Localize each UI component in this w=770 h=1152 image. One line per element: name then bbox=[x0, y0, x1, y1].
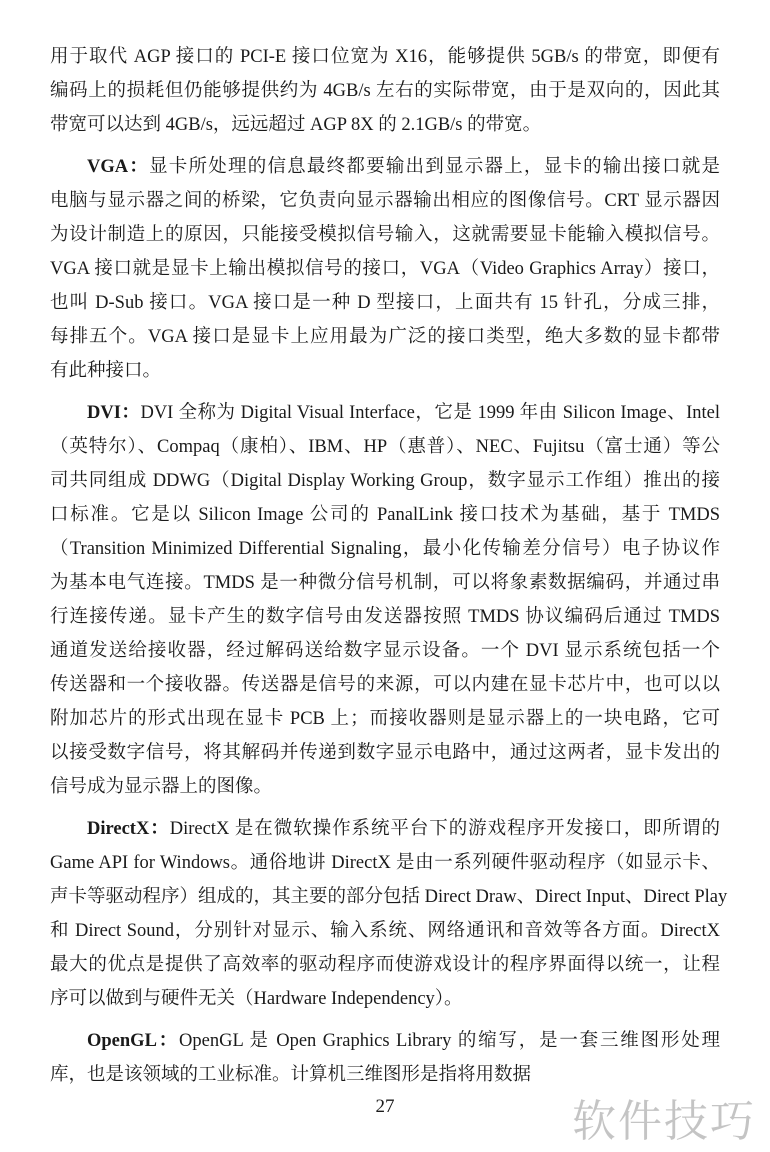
line-text: 每排五个。VGA 接口是显卡上应用最为广泛的接口类型，绝大多数的显卡都带 bbox=[50, 327, 720, 347]
paragraph-term: OpenGL： bbox=[87, 1031, 180, 1051]
line-text: OpenGL 是 Open Graphics Library 的缩写，是一套三维图形处理 bbox=[179, 1031, 720, 1051]
line-text: 声卡等驱动程序）组成的，其主要的部分包括 Direct Draw、Direct Input、Direct Play bbox=[50, 887, 728, 907]
line-text: 带宽可以达到 4GB/s，远远超过 AGP 8X 的 2.1GB/s 的带宽。 bbox=[50, 115, 542, 135]
text-line bbox=[50, 40, 720, 74]
paragraph-term: DVI： bbox=[87, 403, 141, 423]
line-text: DirectX 是在微软操作系统平台下的游戏程序开发接口，即所谓的 bbox=[169, 819, 720, 839]
text-line bbox=[50, 74, 720, 108]
line-text: 和 Direct Sound，分别针对显示、输入系统、网络通讯和音效等各方面。DirectX bbox=[50, 921, 720, 941]
text-line bbox=[50, 286, 720, 320]
text-line bbox=[50, 736, 720, 770]
line-text: VGA 接口就是显卡上输出模拟信号的接口，VGA（Video Graphics Array）接口， bbox=[50, 259, 720, 279]
text-line bbox=[50, 566, 720, 600]
paragraph bbox=[50, 40, 720, 142]
line-text: 也叫 D-Sub 接口。VGA 接口是一种 D 型接口，上面共有 15 针孔，分成三排， bbox=[50, 293, 720, 313]
document-body bbox=[50, 40, 728, 1092]
line-text: 库，也是该领域的工业标准。计算机三维图形是指将用数据 bbox=[50, 1065, 532, 1085]
line-text: 通道发送给接收器，经过解码送给数字显示设备。一个 DVI 显示系统包括一个 bbox=[50, 641, 720, 661]
text-line bbox=[50, 982, 720, 1016]
line-text: 用于取代 AGP 接口的 PCI-E 接口位宽为 X16，能够提供 5GB/s 的带宽，即便有 bbox=[50, 47, 720, 67]
watermark-logo: 软件技巧 bbox=[560, 1094, 768, 1150]
text-line bbox=[50, 150, 720, 184]
line-text: 显卡所处理的信息最终都要输出到显示器上，显卡的输出接口就是 bbox=[149, 157, 720, 177]
line-text: 司共同组成 DDWG（Digital Display Working Group，数字显示工作组）推出的接 bbox=[50, 471, 720, 491]
line-text: 序可以做到与硬件无关（Hardware Independency）。 bbox=[50, 989, 463, 1009]
paragraph-term: DirectX： bbox=[87, 819, 170, 839]
paragraph bbox=[50, 1024, 720, 1092]
text-line bbox=[50, 948, 720, 982]
line-text: 行连接传递。显卡产生的数字信号由发送器按照 TMDS 协议编码后通过 TMDS bbox=[50, 607, 720, 627]
line-text: 编码上的损耗但仍能够提供约为 4GB/s 左右的实际带宽，由于是双向的，因此其 bbox=[50, 81, 720, 101]
line-text: （英特尔）、Compaq（康柏）、IBM、HP（惠普）、NEC、Fujitsu（富士通）等公 bbox=[50, 437, 720, 457]
line-text: 口标准。它是以 Silicon Image 公司的 PanalLink 接口技术为基础，基于 TMDS bbox=[50, 505, 720, 525]
text-line bbox=[50, 770, 720, 804]
text-line bbox=[50, 498, 720, 532]
paragraph bbox=[50, 396, 720, 804]
text-line bbox=[50, 914, 720, 948]
text-line bbox=[50, 430, 720, 464]
text-line bbox=[50, 1024, 720, 1058]
text-line bbox=[50, 600, 720, 634]
text-line bbox=[50, 1058, 720, 1092]
line-text: Game API for Windows。通俗地讲 DirectX 是由一系列硬件驱动程序（如显示卡、 bbox=[50, 853, 720, 873]
line-text: 电脑与显示器之间的桥梁，它负责向显示器输出相应的图像信号。CRT 显示器因 bbox=[50, 191, 720, 211]
line-text: 传送器和一个接收器。传送器是信号的来源，可以内建在显卡芯片中，也可以以 bbox=[50, 675, 720, 695]
text-line bbox=[50, 320, 720, 354]
line-text: 有此种接口。 bbox=[50, 361, 162, 381]
text-line bbox=[50, 812, 720, 846]
paragraph bbox=[50, 150, 720, 388]
line-text: 信号成为显示器上的图像。 bbox=[50, 777, 273, 797]
text-line bbox=[50, 184, 720, 218]
line-text: 为设计制造上的原因，只能接受模拟信号输入，这就需要显卡能输入模拟信号。 bbox=[50, 225, 720, 245]
paragraph bbox=[50, 812, 728, 1016]
line-text: 附加芯片的形式出现在显卡 PCB 上；而接收器则是显示器上的一块电路，它可 bbox=[50, 709, 720, 729]
text-line bbox=[50, 218, 720, 252]
page-number: 27 bbox=[375, 1096, 395, 1117]
text-line bbox=[50, 354, 720, 388]
text-line bbox=[50, 702, 720, 736]
text-line bbox=[50, 252, 720, 286]
text-line bbox=[50, 846, 720, 880]
text-line bbox=[50, 108, 720, 142]
line-text: 最大的优点是提供了高效率的驱动程序而使游戏设计的程序界面得以统一，让程 bbox=[50, 955, 720, 975]
line-text: DVI 全称为 Digital Visual Interface，它是 1999 年由 Silicon Image、Intel bbox=[140, 403, 721, 423]
text-line bbox=[50, 880, 728, 914]
paragraph-term: VGA： bbox=[87, 157, 150, 177]
text-line bbox=[50, 464, 720, 498]
text-line bbox=[50, 532, 720, 566]
text-line bbox=[50, 668, 720, 702]
text-line bbox=[50, 396, 720, 430]
line-text: 为基本电气连接。TMDS 是一种微分信号机制，可以将象素数据编码，并通过串 bbox=[50, 573, 720, 593]
line-text: 以接受数字信号，将其解码并传递到数字显示电路中，通过这两者，显卡发出的 bbox=[50, 743, 720, 763]
text-line bbox=[50, 634, 720, 668]
line-text: （Transition Minimized Differential Signaling，最小化传输差分信号）电子协议作 bbox=[50, 539, 720, 559]
